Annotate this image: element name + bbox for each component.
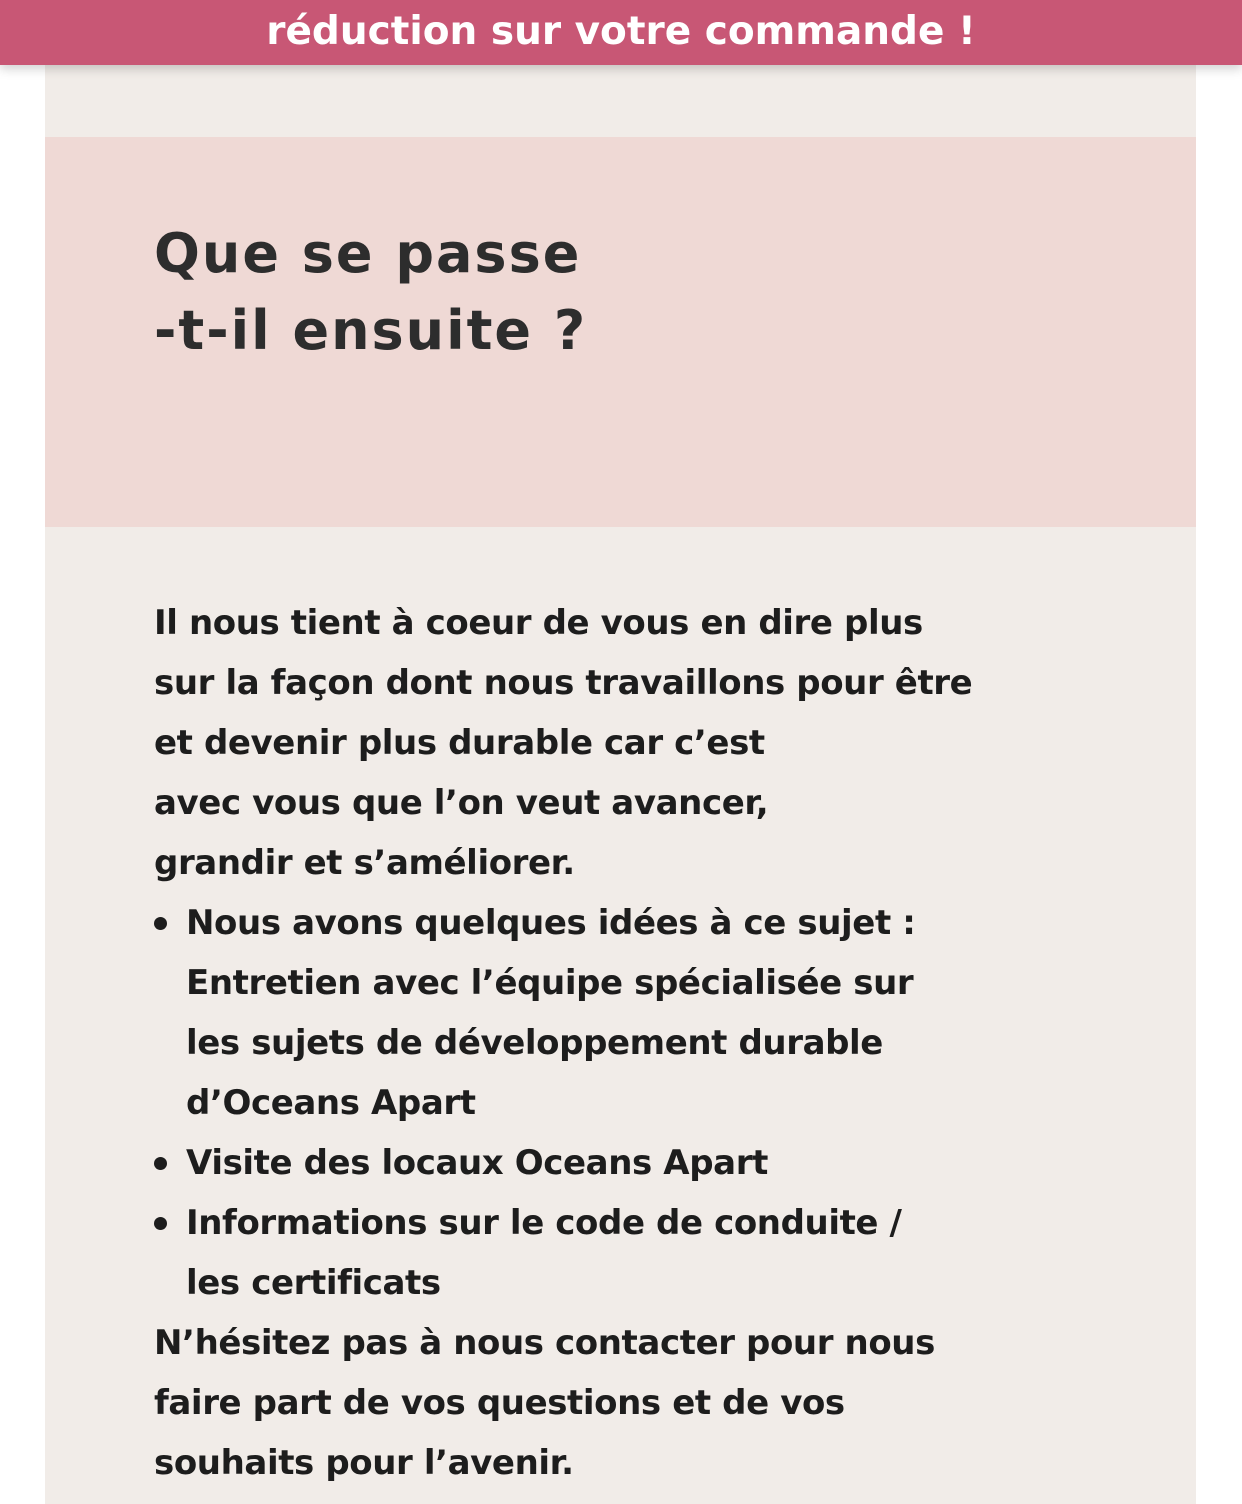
list-item <box>154 1133 1114 1193</box>
bullet-icon <box>154 1217 167 1230</box>
hero-block <box>45 137 1196 527</box>
promo-banner[interactable] <box>0 0 1242 65</box>
bullet-list <box>154 893 1114 1313</box>
list-item-line: Entretien avec l’équipe spécialisée sur <box>186 963 914 1003</box>
outro-paragraph <box>154 1313 1114 1493</box>
intro-line: et devenir plus durable car c’est <box>154 723 765 763</box>
intro-line: grandir et s’améliorer. <box>154 843 575 883</box>
list-item-line: les certificats <box>186 1263 441 1303</box>
intro-line: Il nous tient à coeur de vous en dire plus <box>154 603 923 643</box>
outro-line: souhaits pour l’avenir. <box>154 1443 574 1483</box>
list-item <box>154 1193 1114 1313</box>
intro-paragraph <box>154 593 1114 893</box>
list-item-line: Informations sur le code de conduite / <box>186 1203 902 1243</box>
section-title-line-1: Que se passe <box>154 222 582 285</box>
body-text <box>154 593 1114 1493</box>
list-item <box>154 893 1114 1133</box>
section-title <box>154 215 587 369</box>
section-title-line-2: -t-il ensuite ? <box>154 299 588 362</box>
list-item-line: d’Oceans Apart <box>186 1083 476 1123</box>
list-item-line: Nous avons quelques idées à ce sujet : <box>186 903 916 943</box>
bullet-icon <box>154 1157 167 1170</box>
intro-line: avec vous que l’on veut avancer, <box>154 783 769 823</box>
outro-line: N’hésitez pas à nous contacter pour nous <box>154 1323 935 1363</box>
outro-line: faire part de vos questions et de vos <box>154 1383 845 1423</box>
promo-text: réduction sur votre commande ! <box>266 9 976 54</box>
list-item-line: les sujets de développement durable <box>186 1023 883 1063</box>
page-content <box>45 65 1196 1504</box>
list-item-line: Visite des locaux Oceans Apart <box>186 1143 768 1183</box>
bullet-icon <box>154 917 167 930</box>
intro-line: sur la façon dont nous travaillons pour être <box>154 663 973 703</box>
